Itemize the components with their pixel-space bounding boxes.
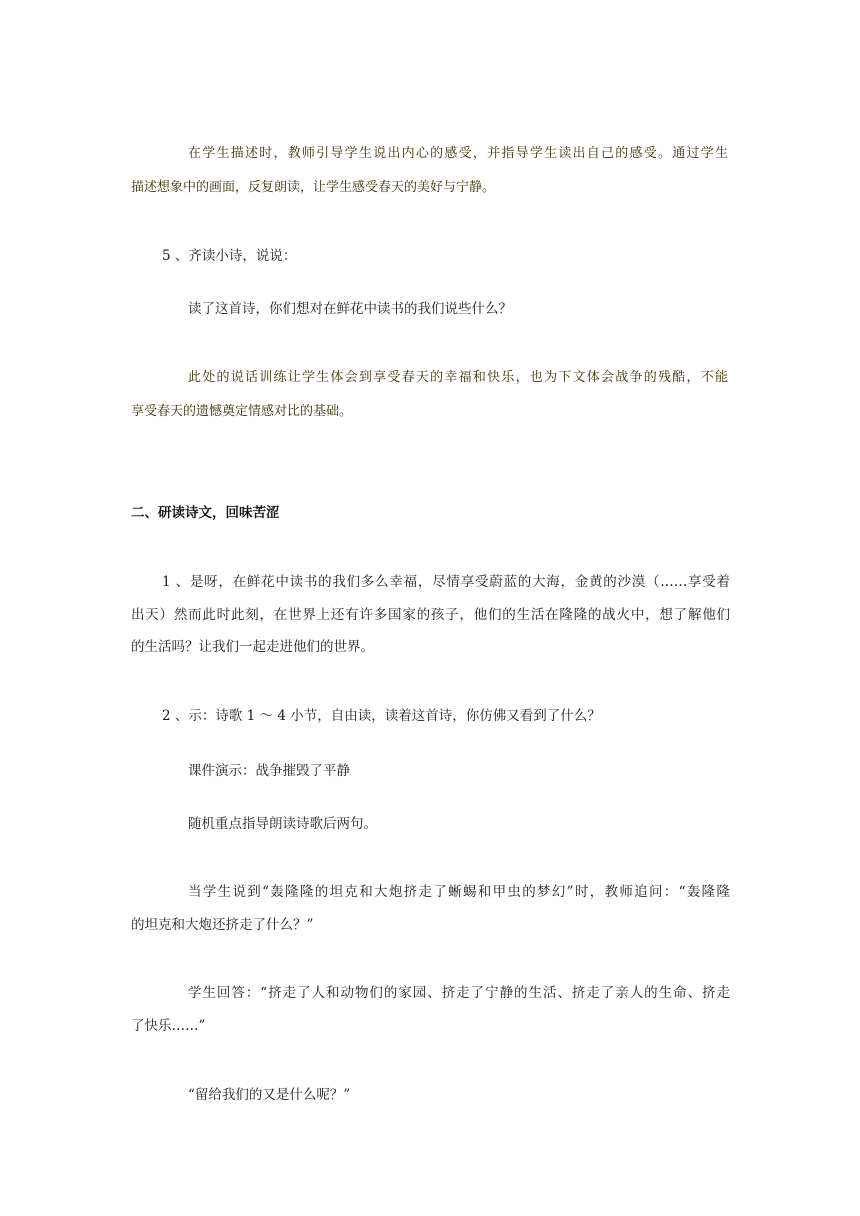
commentary-para1-line1: 在学生描述时，教师引导学生说出内心的感受，并指导学生读出自己的感受。通过学生 <box>188 146 728 161</box>
teacher-question-line1: 当学生说到“轰隆隆的坦克和大炮挤走了蜥蜴和甲虫的梦幻”时，教师追问：“轰隆隆 <box>188 884 730 900</box>
item-1-line2: 出天）然而此时此刻，在世界上还有许多国家的孩子，他们的生活在隆隆的战火中，想了解他们 <box>131 607 730 623</box>
item-1-line1: 1 、是呀，在鲜花中读书的我们多么幸福，尽情享受蔚蓝的大海，金黄的沙漠（……享受着 <box>162 574 730 590</box>
section-heading: 二、研读诗文，回味苦涩 <box>131 505 280 521</box>
item-5-question: 读了这首诗，你们想对在鲜花中读书的我们说些什么？ <box>188 301 512 317</box>
commentary-para1-line2: 描述想象中的画面，反复朗读，让学生感受春天的美好与宁静。 <box>131 180 496 195</box>
reading-guide: 随机重点指导朗读诗歌后两句。 <box>188 816 377 832</box>
final-question: “留给我们的又是什么呢？” <box>188 1087 351 1103</box>
commentary-para2-line1: 此处的说话训练让学生体会到享受春天的幸福和快乐，也为下文体会战争的残酷，不能 <box>188 370 728 385</box>
student-answer-line2: 了快乐……” <box>131 1018 206 1034</box>
commentary-para2-line2: 享受春天的遗憾奠定情感对比的基础。 <box>131 404 353 419</box>
item-2-label: 2 、示：诗歌 1 ～ 4 小节，自由读，读着这首诗，你仿佛又看到了什么？ <box>162 708 601 724</box>
item-5-label: 5 、齐读小诗，说说： <box>162 248 297 264</box>
student-answer-line1: 学生回答：“挤走了人和动物们的家园、挤走了宁静的生活、挤走了亲人的生命、挤走 <box>188 985 730 1001</box>
teacher-question-line2: 的坦克和大炮还挤走了什么？” <box>131 917 314 933</box>
courseware-note: 课件演示：战争摧毁了平静 <box>188 763 350 779</box>
item-1-line3: 的生活吗？让我们一起走进他们的世界。 <box>131 639 374 655</box>
